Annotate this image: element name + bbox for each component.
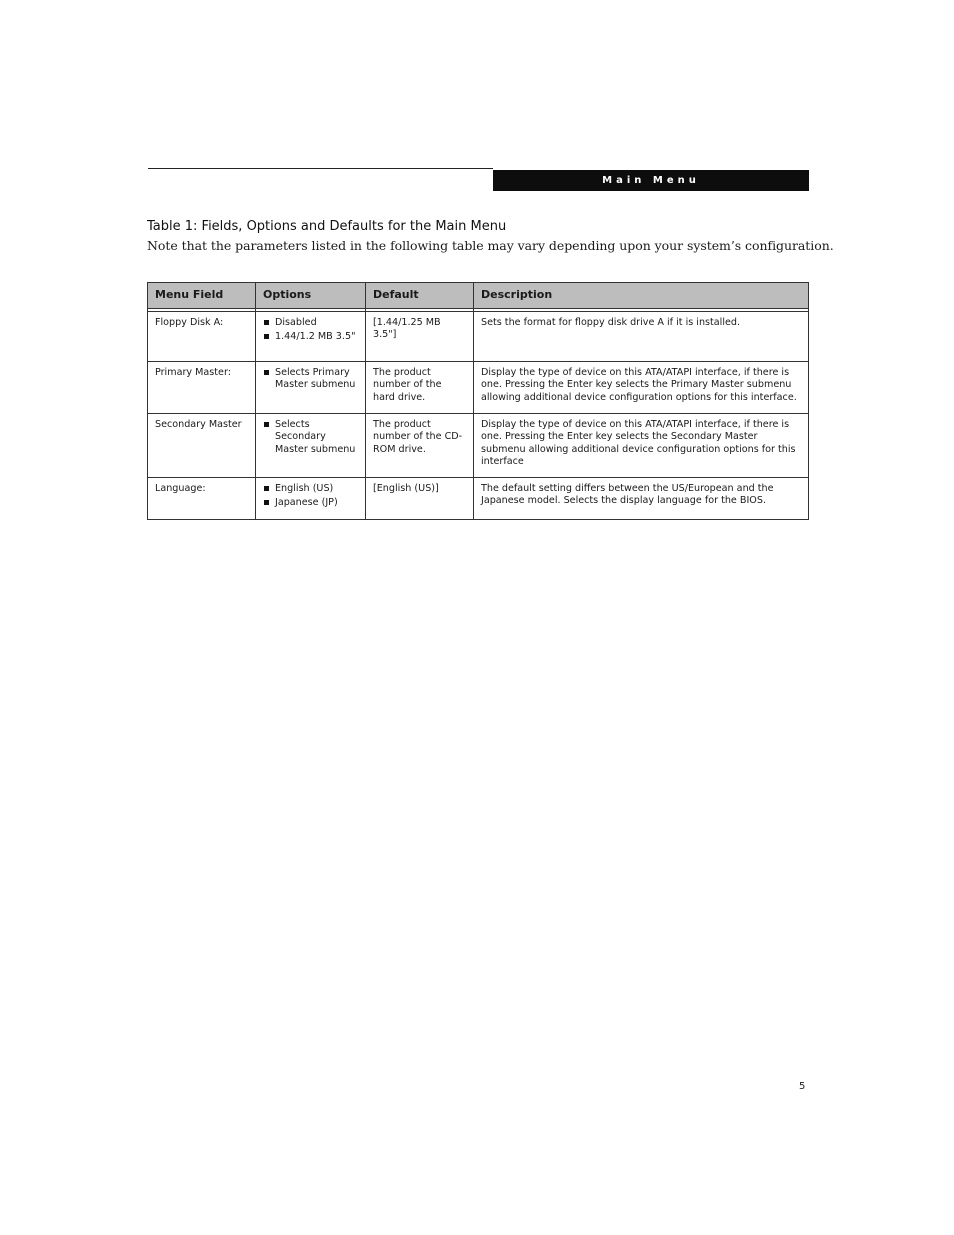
option-item: Japanese (JP) [264, 497, 358, 509]
header-rule [148, 168, 493, 169]
default-cell: The product number of the CD-ROM drive. [366, 414, 474, 478]
section-header-bar: Main Menu [493, 170, 809, 191]
default-cell: [English (US)] [366, 477, 474, 520]
column-header-options: Options [256, 283, 366, 309]
menu-field-cell: Language: [148, 477, 256, 520]
options-cell [256, 362, 366, 414]
options-list [264, 317, 358, 344]
options-list [264, 483, 358, 510]
table-header-row [148, 283, 809, 309]
menu-field-cell: Secondary Master [148, 414, 256, 478]
table-note: Note that the parameters listed in the following table may vary depending upon your system’s configuration. [147, 238, 834, 253]
options-cell [256, 477, 366, 520]
page-number: 5 [799, 1081, 806, 1092]
menu-field-cell: Primary Master: [148, 362, 256, 414]
description-cell: Display the type of device on this ATA/ATAPI interface, if there is one. Pressing the Enter key selects the Primary Master submenu allowing additional device configuration options for this interface. [474, 362, 809, 414]
table-title: Table 1: Fields, Options and Defaults for the Main Menu [147, 219, 507, 234]
table-row [148, 362, 809, 414]
description-cell: The default setting differs between the US/European and the Japanese model. Selects the display language for the BIOS. [474, 477, 809, 520]
option-item: Disabled [264, 317, 358, 329]
table-row [148, 414, 809, 478]
table-row [148, 312, 809, 362]
options-cell [256, 414, 366, 478]
column-header-default: Default [366, 283, 474, 309]
description-cell: Sets the format for floppy disk drive A if it is installed. [474, 312, 809, 362]
table-row [148, 477, 809, 520]
description-cell: Display the type of device on this ATA/ATAPI interface, if there is one. Pressing the Enter key selects the Secondary Master submenu allowing additional device configuration options for this interface [474, 414, 809, 478]
options-cell [256, 312, 366, 362]
options-list [264, 419, 358, 456]
column-header-menu-field: Menu Field [148, 283, 256, 309]
default-cell: [1.44/1.25 MB 3.5"] [366, 312, 474, 362]
main-menu-table [147, 282, 809, 520]
default-cell: The product number of the hard drive. [366, 362, 474, 414]
option-item: Selects Primary Master submenu [264, 367, 358, 392]
menu-field-cell: Floppy Disk A: [148, 312, 256, 362]
options-list [264, 367, 358, 392]
option-item: Selects Secondary Master submenu [264, 419, 358, 456]
option-item: 1.44/1.2 MB 3.5" [264, 331, 358, 343]
option-item: English (US) [264, 483, 358, 495]
column-header-description: Description [474, 283, 809, 309]
